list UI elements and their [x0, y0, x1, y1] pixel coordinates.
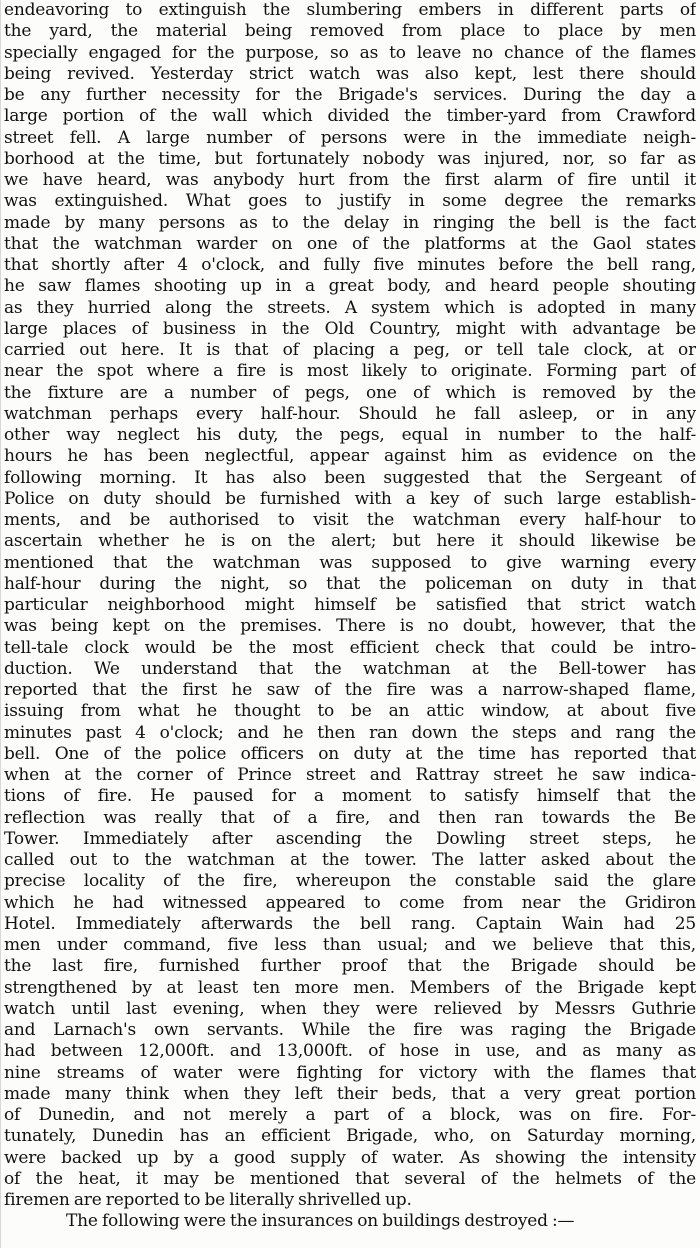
text-line: of Dunedin, and not merely a part of a block, was on fire. For-: [4, 1105, 696, 1125]
text-line: endeavoring to extinguish the slumbering embers in different parts of: [4, 0, 696, 20]
text-line: issuing from what he thought to be an attic window, at about five: [4, 701, 696, 722]
text-line: be any further necessity for the Brigade's services. During the day a: [4, 85, 696, 105]
text-line: were backed up by a good supply of water. As showing the intensity: [4, 1147, 696, 1168]
article-column: [4, 0, 696, 1233]
text-line: Police on duty should be furnished with a key of such large establish-: [4, 488, 696, 509]
text-line: borhood at the time, but fortunately nobody was injured, nor, so far as: [4, 148, 696, 169]
text-line: was being kept on the premises. There is no doubt, however, that the: [4, 616, 696, 637]
text-line: he saw flames shooting up in a great body, and heard people shouting: [4, 276, 696, 297]
text-line: the last fire, furnished further proof that the Brigade should be: [4, 956, 696, 977]
text-line: firemen are reported to be literally shrivelled up.: [4, 1190, 412, 1210]
text-line: bell. One of the police officers on duty at the time has reported that: [4, 743, 696, 764]
text-line: following morning. It has also been suggested that the Sergeant of: [4, 467, 696, 488]
text-line: hours he has been neglectful, appear against him as evidence on the: [4, 446, 696, 467]
text-line: watch until last evening, when they were relieved by Messrs Guthrie: [4, 998, 696, 1019]
text-line: as they hurried along the streets. A system which is adopted in many: [4, 297, 696, 318]
text-line: watchman perhaps every half-hour. Should he fall asleep, or in any: [4, 403, 696, 424]
text-line: large portion of the wall which divided the timber-yard from Crawford: [4, 106, 696, 127]
text-line: mentioned that the watchman was supposed to give warning every: [4, 552, 696, 573]
text-line: strengthened by at least ten more men. Members of the Brigade kept: [4, 977, 696, 998]
text-line: carried out here. It is that of placing a peg, or tell tale clock, at or: [4, 340, 696, 360]
closing-line: The following were the insurances on buildings destroyed :—: [66, 1211, 575, 1232]
text-line: Hotel. Immediately afterwards the bell rang. Captain Wain had 25: [4, 913, 696, 934]
text-line: nine streams of water were fighting for victory with the flames that: [4, 1062, 696, 1083]
text-line: duction. We understand that the watchman at the Bell-tower has: [4, 658, 696, 679]
text-line: ments, and be authorised to visit the watchman every half-hour to: [4, 510, 696, 530]
text-line: tunately, Dunedin has an efficient Brigade, who, on Saturday morning,: [4, 1126, 696, 1147]
text-line: tell-tale clock would be the most efficient check that could be intro-: [4, 637, 696, 658]
text-line: Tower. Immediately after ascending the Dowling street steps, he: [4, 828, 696, 849]
text-line: made many think when they left their beds, that a very great portion: [4, 1083, 696, 1104]
text-line: particular neighborhood might himself be satisfied that strict watch: [4, 595, 696, 615]
text-line: being revived. Yesterday strict watch was also kept, lest there should: [4, 63, 696, 84]
text-line: and Larnach's own servants. While the fire was raging the Brigade: [4, 1020, 696, 1040]
text-line: ascertain whether he is on the alert; but here it should likewise be: [4, 531, 696, 552]
text-line: made by many persons as to the delay in ringing the bell is the fact: [4, 212, 696, 233]
text-line: reflection was really that of a fire, and then ran towards the Be: [4, 807, 696, 828]
text-line: of the heat, it may be mentioned that several of the helmets of the: [4, 1168, 696, 1189]
text-line: near the spot where a fire is most likely to originate. Forming part of: [4, 361, 696, 382]
text-line: which he had witnessed appeared to come from near the Gridiron: [4, 892, 696, 913]
text-line: tions of fire. He paused for a moment to satisfy himself that the: [4, 786, 696, 807]
text-line: the yard, the material being removed from place to place by men: [4, 21, 696, 42]
text-line: street fell. A large number of persons were in the immediate neigh-: [4, 127, 696, 148]
text-line: we have heard, was anybody hurt from the first alarm of fire until it: [4, 170, 696, 190]
text-line: men under command, five less than usual; and we believe that this,: [4, 935, 696, 955]
text-line: when at the corner of Prince street and Rattray street he saw indica-: [4, 765, 696, 785]
text-line: other way neglect his duty, the pegs, equal in number to the half-: [4, 425, 696, 445]
text-line: that the watchman warder on one of the platforms at the Gaol states: [4, 233, 696, 254]
column-rule: [0, 0, 1, 1248]
text-line: had between 12,000ft. and 13,000ft. of hose in use, and as many as: [4, 1041, 696, 1062]
text-line: that shortly after 4 o'clock, and fully five minutes before the bell rang,: [4, 255, 696, 275]
text-line: specially engaged for the purpose, so as to leave no chance of the flames: [4, 42, 696, 63]
text-line: precise locality of the fire, whereupon the constable said the glare: [4, 871, 696, 892]
text-line: large places of business in the Old Country, might with advantage be: [4, 318, 696, 339]
text-line: minutes past 4 o'clock; and he then ran down the steps and rang the: [4, 722, 696, 743]
text-line: reported that the first he saw of the fire was a narrow-shaped flame,: [4, 680, 696, 700]
text-line: half-hour during the night, so that the policeman on duty in that: [4, 573, 696, 594]
text-line: the fixture are a number of pegs, one of which is removed by the: [4, 382, 696, 403]
text-line: called out to the watchman at the tower. The latter asked about the: [4, 850, 696, 870]
text-line: was extinguished. What goes to justify in some degree the remarks: [4, 191, 696, 212]
